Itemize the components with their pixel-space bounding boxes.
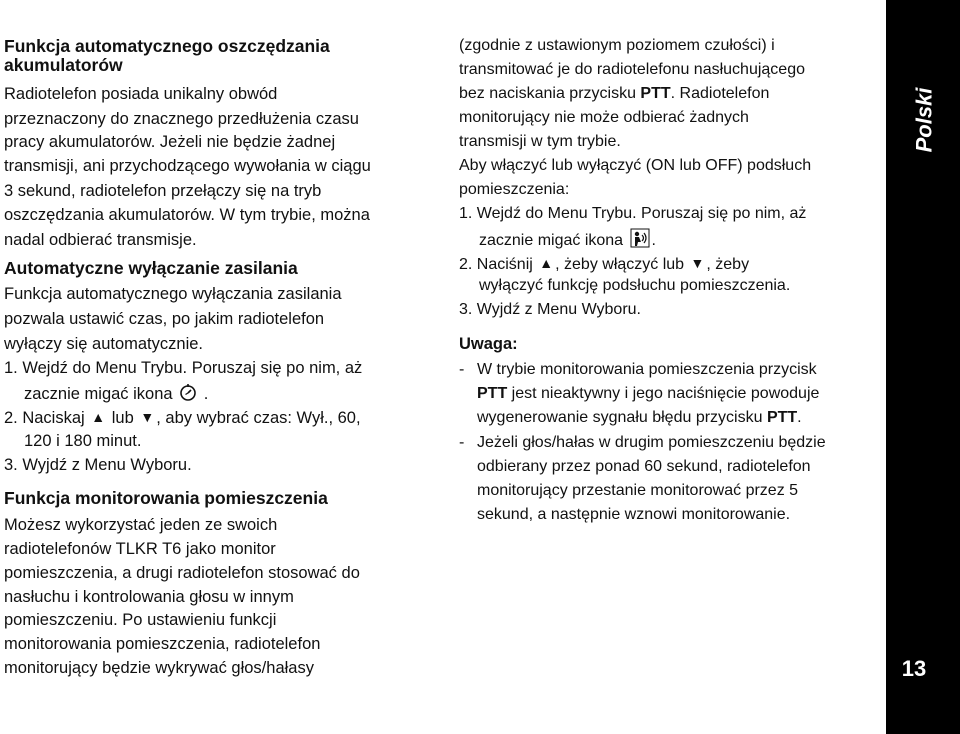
battery-text-4: transmisji, ani przychodzącego wywołania w ciągu [4, 157, 371, 175]
note-2-line-4: sekund, a następnie wznowi monitorowanie. [477, 506, 791, 523]
monitor-step-2: 2. Naciśnij ▲ , żeby włączyć lub ▼ , żeby [459, 255, 750, 273]
autopower-step-2-cont: 120 i 180 minut. [24, 432, 142, 450]
monitor-step-1: 1. Wejdź do Menu Trybu. Poruszaj się po nim, aż [459, 205, 807, 222]
autopower-step-1-cont: zacznie migać ikona . [4, 382, 208, 406]
dash-bullet: - [459, 434, 465, 451]
language-tab [894, 55, 954, 185]
ptt-label: PTT [477, 385, 508, 402]
dash-bullet: - [459, 361, 465, 378]
monitor-text-4: nasłuchu i kontrolowania głosu w innym [4, 588, 294, 606]
ptt-label: PTT [766, 409, 798, 426]
monitor-cont-1: (zgodnie z ustawionym poziomem czułości) i [459, 37, 775, 54]
monitor-cont-3: bez naciskania przycisku PTT. Radiotelefon [459, 85, 770, 102]
monitor-text-1: Możesz wykorzystać jeden ze swoich [4, 516, 278, 534]
monitor-text-2: radiotelefonów TLKR T6 jako monitor [4, 540, 276, 558]
up-arrow-icon: ▲ [91, 409, 106, 425]
monitor-text-3: pomieszczenia, a drugi radiotelefon stosować do [4, 564, 360, 582]
down-arrow-icon: ▼ [140, 409, 155, 425]
battery-text-7: nadal odbierać transmisje. [4, 231, 197, 249]
note-1-line-1: - W trybie monitorowania pomieszczenia przycisk [459, 361, 817, 378]
autopower-text-1: Funkcja automatycznego wyłączania zasilania [4, 285, 342, 303]
note-title: Uwaga: [459, 335, 518, 353]
ptt-label: PTT [640, 85, 671, 102]
note-1-line-3: wygenerowanie sygnału błędu przycisku PTT. [477, 409, 802, 426]
monitor-text-5: pomieszczeniu. Po ustawieniu funkcji [4, 611, 277, 629]
autopower-text-3: wyłączy się automatycznie. [4, 335, 203, 353]
battery-saver-title-cont: akumulatorów [4, 55, 123, 75]
monitor-cont-2: transmitować je do radiotelefonu nasłuchującego [459, 61, 805, 78]
note-1-line-2: PTT jest nieaktywny i jego naciśnięcie powoduje [477, 385, 820, 402]
onoff-text-2: pomieszczenia: [459, 181, 570, 198]
battery-text-6: oszczędzania akumulatorów. W tym trybie, można [4, 206, 370, 224]
autopower-text-2: pozwala ustawić czas, po jakim radiotelefon [4, 310, 325, 328]
note-2-line-3: monitorujący przestanie monitorować przez 5 [477, 482, 799, 499]
monitor-cont-4: monitorujący nie może odbierać żadnych [459, 109, 749, 126]
room-monitor-title: Funkcja monitorowania pomieszczenia [4, 488, 328, 508]
autopower-step-1: 1. Wejdź do Menu Trybu. Poruszaj się po nim, aż [4, 359, 363, 377]
note-2-line-2: odbierany przez ponad 60 sekund, radiotelefon [477, 458, 811, 475]
battery-text-5: 3 sekund, radiotelefon przełączy się na tryb [4, 182, 322, 200]
monitor-text-6: monitorowania pomieszczenia, radiotelefon [4, 635, 321, 653]
auto-power-off-timer-icon [179, 382, 197, 406]
monitor-text-7: monitorujący będzie wykrywać głos/hałasy [4, 659, 314, 677]
autopower-step-3: 3. Wyjdź z Menu Wyboru. [4, 456, 192, 474]
monitor-cont-5: transmisji w tym trybie. [459, 133, 621, 150]
note-2-line-1: - Jeżeli głos/hałas w drugim pomieszczeniu będzie [459, 434, 826, 451]
page-number: 13 [901, 656, 927, 681]
battery-text-3: pracy akumulatorów. Jeżeli nie będzie żadnej [4, 133, 336, 151]
room-monitor-icon [630, 228, 650, 253]
monitor-step-2-cont: wyłączyć funkcję podsłuchu pomieszczenia. [479, 277, 791, 294]
battery-text-2: przeznaczony do znacznego przedłużenia czasu [4, 110, 359, 128]
battery-text-1: Radiotelefon posiada unikalny obwód [4, 85, 278, 103]
onoff-text-1: Aby włączyć lub wyłączyć (ON lub OFF) podsłuch [459, 157, 812, 174]
down-arrow-icon: ▼ [690, 255, 705, 271]
battery-saver-title: Funkcja automatycznego oszczędzania [4, 36, 330, 56]
monitor-step-1-cont: zacznie migać ikona . [459, 228, 656, 253]
language-label: Polski [911, 87, 936, 153]
up-arrow-icon: ▲ [539, 255, 554, 271]
monitor-step-3: 3. Wyjdź z Menu Wyboru. [459, 301, 641, 318]
autopower-step-1-text: zacznie migać ikona [24, 385, 173, 403]
auto-power-off-title: Automatyczne wyłączanie zasilania [4, 258, 298, 278]
autopower-step-2: 2. Naciskaj ▲ lub ▼ , aby wybrać czas: Wył., 60, [4, 409, 361, 427]
